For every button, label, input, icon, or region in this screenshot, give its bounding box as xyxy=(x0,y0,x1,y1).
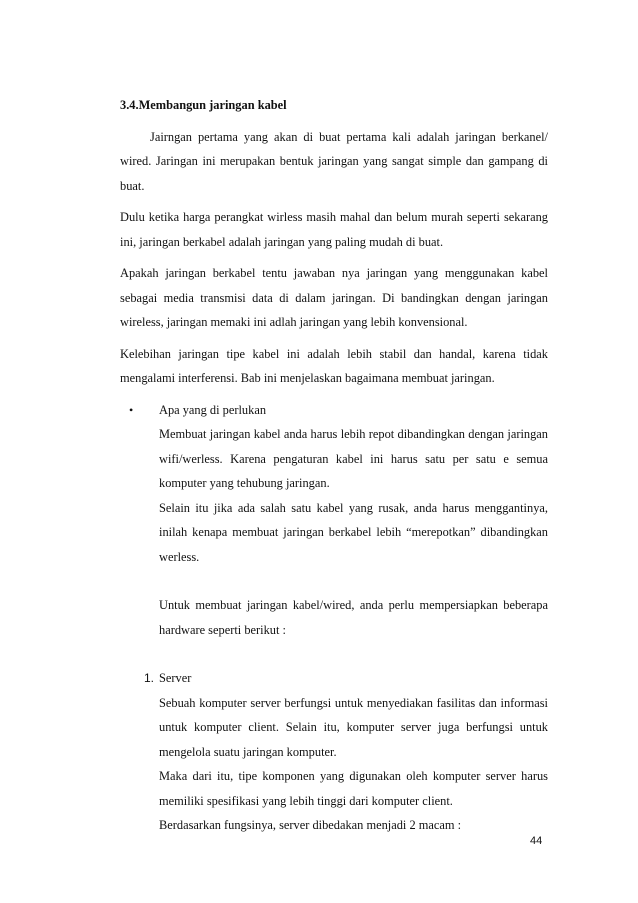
bullet-text-2: Selain itu jika ada salah satu kabel yang rusak, anda harus menggantinya, inilah kenapa membuat jaringan berkabel lebih “merepotkan” dibandingkan werless. xyxy=(159,500,548,564)
paragraph-definition: Apakah jaringan berkabel tentu jawaban nya jaringan yang menggunakan kabel sebagai media transmisi data di dalam jaringan. Di bandingkan dengan jaringan wireless, jaringan memaki ini adlah jaringan yang lebih konvensional. xyxy=(120,266,548,329)
bullet-list-item xyxy=(120,398,548,423)
bullet-marker: • xyxy=(129,402,134,417)
spacer xyxy=(120,569,548,593)
bullet-text-1: Membuat jaringan kabel anda harus lebih repot dibandingkan dengan jaringan wifi/werless. Karena pengaturan kabel ini harus satu per satu e semua komputer yang tehubung jaringan. xyxy=(159,427,548,490)
section-heading: 3.4.Membangun jaringan kabel xyxy=(120,98,287,112)
paragraph-intro: Jairngan pertama yang akan di buat pertama kali adalah jaringan berkanel/ wired. Jaringan ini merupakan bentuk jaringan yang sangat simple dan gampang di buat. xyxy=(120,129,548,193)
paragraph-advantages: Kelebihan jaringan tipe kabel ini adalah lebih stabil dan handal, karena tidak mengalami interferensi. Bab ini menjelaskan bagaimana membuat jaringan. xyxy=(120,346,548,385)
numbered-title: Server xyxy=(159,671,192,685)
spacer xyxy=(120,642,548,666)
page-number: 44 xyxy=(530,835,543,847)
bullet-text-3: Untuk membuat jaringan kabel/wired, anda perlu mempersiapkan beberapa hardware seperti berikut : xyxy=(159,598,548,637)
paragraph-history: Dulu ketika harga perangkat wirless masih mahal dan belum murah seperti sekarang ini, jaringan berkabel adalah jaringan yang paling mudah di buat. xyxy=(120,210,548,249)
numbered-list-item xyxy=(120,666,548,691)
page-content xyxy=(120,93,548,838)
numbered-text-2: Maka dari itu, tipe komponen yang digunakan oleh komputer server harus memiliki spesifikasi yang lebih tinggi dari komputer client. xyxy=(159,769,548,808)
number-marker: 1. xyxy=(144,671,155,685)
numbered-text-3: Berdasarkan fungsinya, server dibedakan menjadi 2 macam : xyxy=(159,818,462,832)
numbered-text-1: Sebuah komputer server berfungsi untuk menyediakan fasilitas dan informasi untuk komputer client. Selain itu, komputer server juga berfungsi untuk mengelola suatu jaringan komputer. xyxy=(159,695,548,759)
bullet-title: Apa yang di perlukan xyxy=(159,402,267,417)
